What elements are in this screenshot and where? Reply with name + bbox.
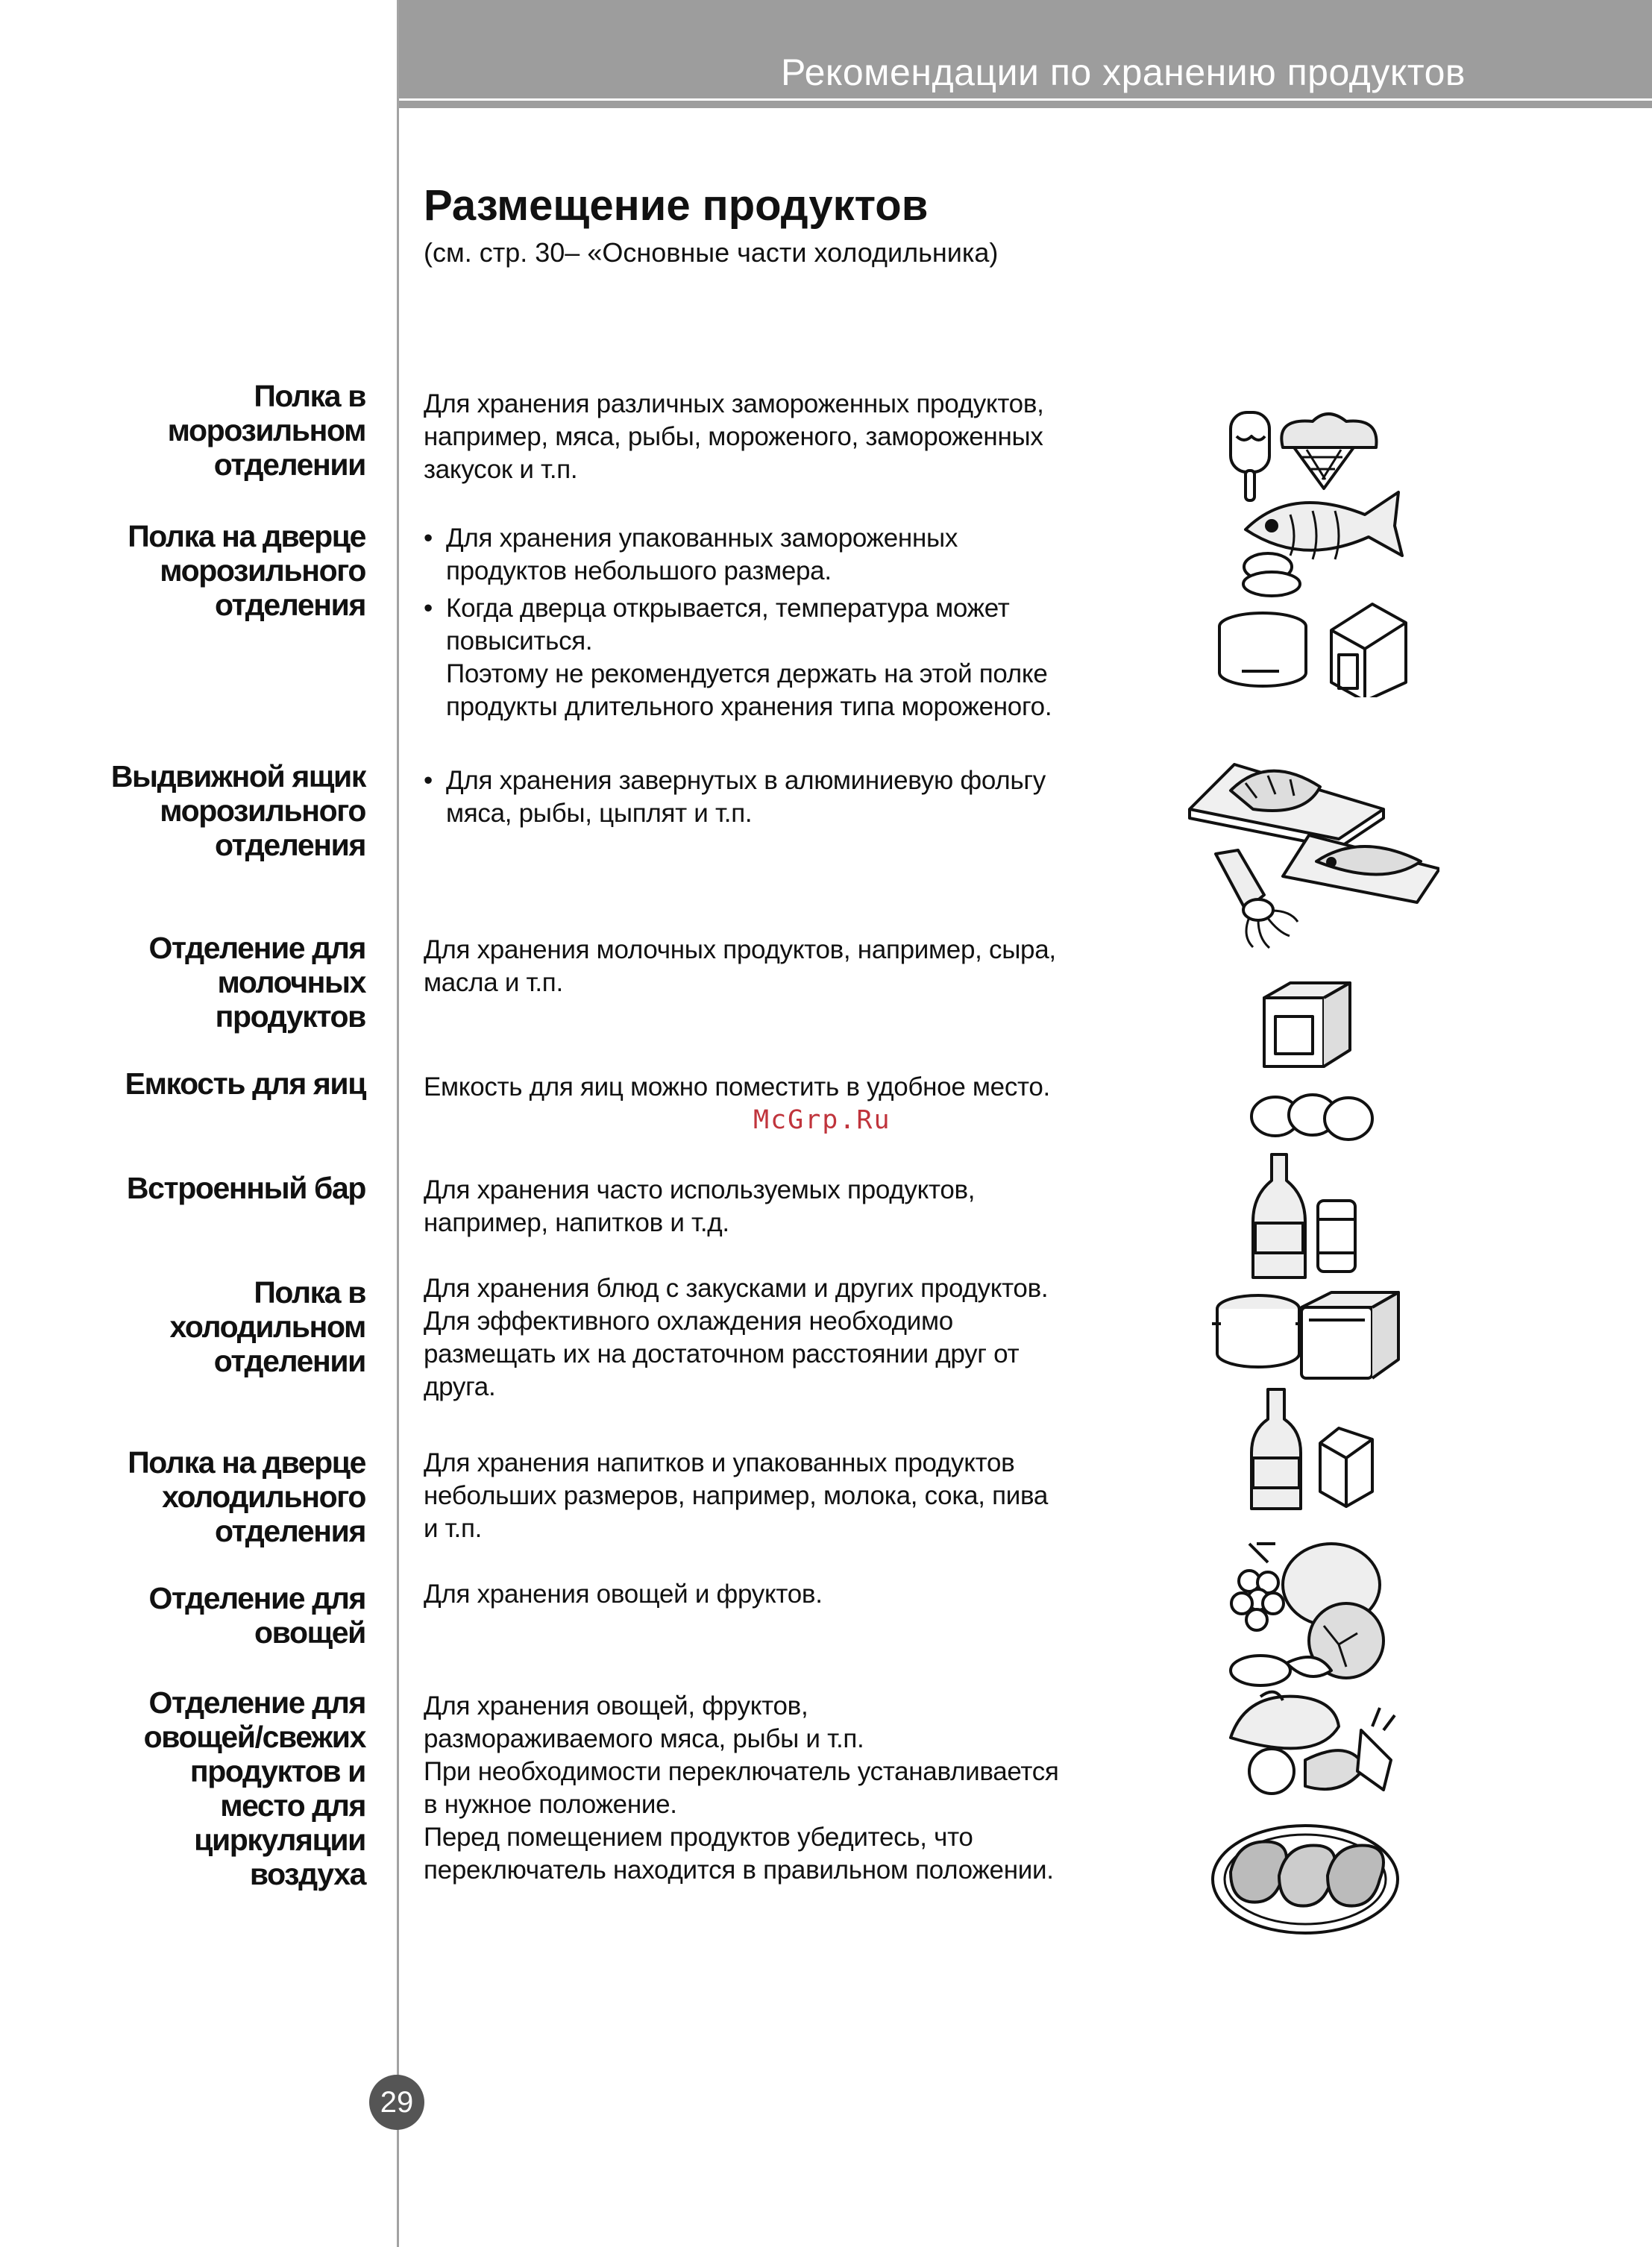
section-label-freezer-door-shelf: Полка на дверце морозильного отделения — [128, 519, 365, 622]
section-label-fresh-zone: Отделение для овощей/свежих продуктов и место для циркуляции воздуха — [143, 1685, 365, 1891]
page-number: 29 — [369, 2075, 424, 2130]
section-desc-refrigerator-shelf: Для хранения блюд с закусками и других продуктов. Для эффективного охлаждения необходимо размещать их на достаточном расстоянии друг от друга. — [424, 1274, 1049, 1401]
watermark: McGrp.Ru — [753, 1105, 891, 1135]
canned-goods-icon — [1212, 597, 1413, 697]
section-label-egg-tray: Емкость для яиц — [125, 1066, 365, 1101]
section-label-freezer-shelf: Полка в морозильном отделении — [167, 379, 365, 482]
page-title: Размещение продуктов — [424, 181, 929, 230]
juice-bottle-icon — [1249, 1383, 1380, 1514]
bullet-item: • Когда дверца открывается, температура может повыситься. Поэтому не рекомендуется держать на этой полке продукты длительного хранения типа мороженого. — [424, 592, 1125, 723]
meat-plate-icon — [1208, 1820, 1402, 1939]
header-rule — [399, 98, 1652, 101]
vegetables-icon — [1216, 1685, 1402, 1805]
page-subtitle: (см. стр. 30– «Основные части холодильника) — [424, 237, 999, 268]
section-desc-freezer-drawer — [424, 764, 1125, 830]
section-label-home-bar: Встроенный бар — [126, 1171, 365, 1205]
section-label-dairy-compartment: Отделение для молочных продуктов — [148, 931, 365, 1034]
section-desc-refrigerator-door-shelf: Для хранения напитков и упакованных продуктов небольших размеров, например, молока, сока, пива и т.п. — [424, 1448, 1049, 1543]
section-desc-egg-tray: Емкость для яиц можно поместить в удобное место. — [424, 1072, 1050, 1101]
eggs-icon — [1246, 1085, 1380, 1148]
section-label-freezer-drawer: Выдвижной ящик морозильного отделения — [110, 759, 365, 862]
margin-divider-line — [397, 0, 399, 2247]
butter-box-icon — [1257, 975, 1361, 1072]
section-desc-home-bar: Для хранения часто используемых продуктов, например, напитков и т.д. — [424, 1175, 976, 1237]
section-desc-freezer-door-shelf — [424, 522, 1125, 723]
section-desc-dairy-compartment: Для хранения молочных продуктов, например, сыра, масла и т.п. — [424, 935, 1056, 997]
beverage-bottle-icon — [1249, 1148, 1365, 1283]
bullet-item: • Для хранения упакованных замороженных продуктов небольшого размера. — [424, 522, 1125, 588]
fish-icon — [1231, 488, 1410, 600]
squid-icon — [1205, 846, 1309, 955]
section-desc-freezer-shelf: Для хранения различных замороженных продуктов, например, мяса, рыбы, мороженого, замороженных закусок и т.п. — [424, 389, 1044, 484]
section-desc-fresh-zone: Для хранения овощей, фруктов, размораживаемого мяса, рыбы и т.п. При необходимости переключатель устанавливается в нужное положение. Перед помещением продуктов убедитесь, что переключатель находится в правильном положении. — [424, 1691, 1059, 1885]
section-label-vegetable-drawer: Отделение для овощей — [148, 1581, 365, 1650]
food-containers-icon — [1212, 1286, 1406, 1383]
header-title: Рекомендации по хранению продуктов — [780, 51, 1466, 93]
section-label-refrigerator-shelf: Полка в холодильном отделении — [169, 1275, 365, 1378]
section-label-refrigerator-door-shelf: Полка на дверце холодильного отделения — [128, 1445, 365, 1548]
bullet-item: • Для хранения завернутых в алюминиевую фольгу мяса, рыбы, цыплят и т.п. — [424, 764, 1125, 830]
section-desc-vegetable-drawer: Для хранения овощей и фруктов. — [424, 1580, 823, 1609]
header-bar — [399, 0, 1652, 108]
fruits-icon — [1227, 1529, 1391, 1689]
